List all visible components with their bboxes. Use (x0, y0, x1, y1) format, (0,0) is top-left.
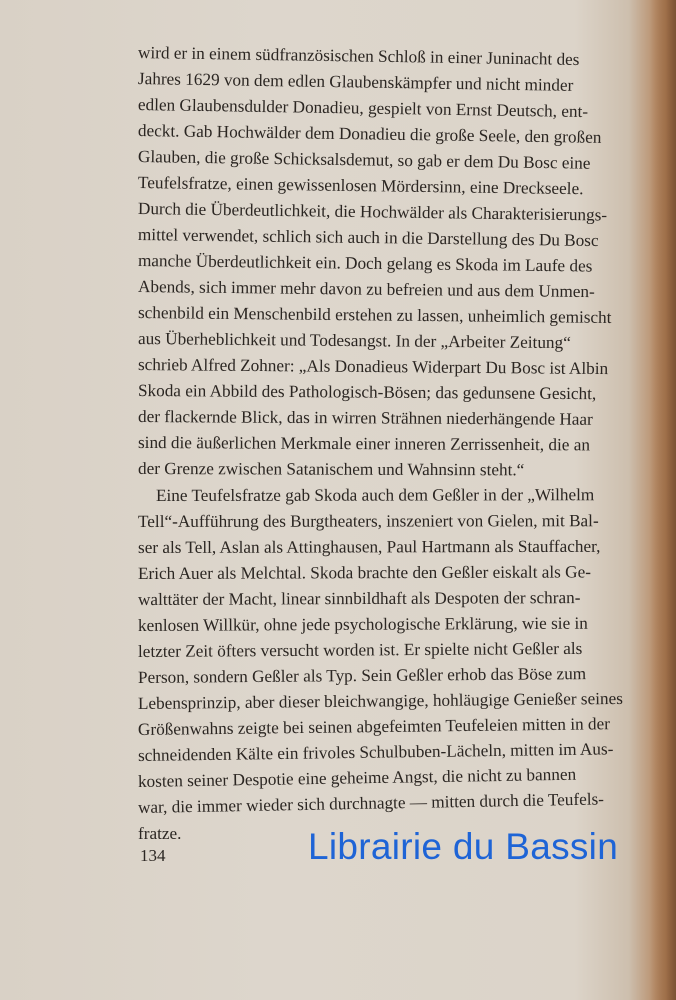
text-line: Größenwahns zeigte bei seinen abgefeimten Teufeleien mitten in der (137, 714, 610, 739)
text-line: mittel verwendet, schlich sich auch in die Darstellung des Du Bosc (137, 225, 599, 251)
text-line: der Grenze zwischen Satanischem und Wahnsinn steht.“ (137, 459, 525, 480)
text-line: deckt. Gab Hochwälder dem Donadieu die große Seele, den großen (137, 121, 602, 147)
text-line: Jahres 1629 von dem edlen Glaubenskämpfer und nicht minder (137, 69, 574, 95)
text-line: Eine Teufelsfratze gab Skoda auch dem Geßler in der „Wilhelm (155, 485, 595, 505)
text-line: der flackernde Blick, das in wirren Strähnen niederhängende Haar (137, 407, 593, 429)
text-line: aus Überheblichkeit und Todesangst. In der „Arbeiter Zeitung“ (137, 329, 571, 353)
text-line: Durch die Überdeutlichkeit, die Hochwälder als Charakterisierungs- (137, 199, 608, 225)
text-line: Lebensprinzip, aber dieser bleichwangige, hohläugige Genießer seines (137, 688, 623, 713)
text-line: manche Überdeutlichkeit ein. Doch gelang es Skoda im Laufe des (137, 251, 593, 276)
text-line: edlen Glaubensdulder Donadieu, gespielt von Ernst Deutsch, ent- (137, 95, 589, 122)
text-line: war, die immer wieder sich durchnagte — mitten durch die Teufels- (137, 789, 605, 817)
text-line: schneidenden Kälte ein frivoles Schulbuben-Lächeln, mitten im Aus- (137, 739, 614, 765)
text-line: walttäter der Macht, linear sinnbildhaft als Despoten der schran- (137, 588, 581, 609)
text-line: Teufelsfratze, einen gewissenlosen Mördersinn, eine Dreckseele. (137, 173, 584, 199)
text-line: sind die äußerlichen Merkmale einer inneren Zerrissenheit, die an (137, 433, 590, 455)
text-line: kenlosen Willkür, ohne jede psychologische Erklärung, wie sie in (137, 613, 588, 635)
text-line: Tell“-Aufführung des Burgtheaters, inszeniert von Gielen, mit Bal- (137, 511, 599, 531)
text-line: Erich Auer als Melchtal. Skoda brachte den Geßler eiskalt als Ge- (137, 562, 591, 583)
watermark-text: Librairie du Bassin (308, 826, 619, 867)
page-number: 134 (140, 846, 166, 865)
text-line: Skoda ein Abbild des Pathologisch-Bösen; das gedunsene Gesicht, (137, 381, 597, 404)
text-line: kosten seiner Despotie eine geheime Angst, die nicht zu bannen (137, 764, 577, 791)
text-line: schrieb Alfred Zohner: „Als Donadieus Widerpart Du Bosc ist Albin (137, 355, 609, 379)
text-line: Abends, sich immer mehr davon zu befreien und aus dem Unmen- (137, 277, 595, 302)
text-line: letzter Zeit öfters versucht worden ist. Er spielte nicht Geßler als (137, 638, 583, 661)
text-line: schenbild ein Menschenbild erstehen zu lassen, unheimlich gemischt (137, 303, 612, 327)
text-line: wird er in einem südfranzösischen Schloß in einer Juninacht des (137, 43, 580, 69)
text-line: ser als Tell, Aslan als Attinghausen, Paul Hartmann als Stauffacher, (137, 536, 601, 557)
text-line: Glauben, die große Schicksalsdemut, so gab er dem Du Bosc eine (137, 147, 591, 173)
text-line: fratze. (138, 824, 182, 843)
text-line: Person, sondern Geßler als Typ. Sein Geßler erhob das Böse zum (137, 664, 587, 687)
